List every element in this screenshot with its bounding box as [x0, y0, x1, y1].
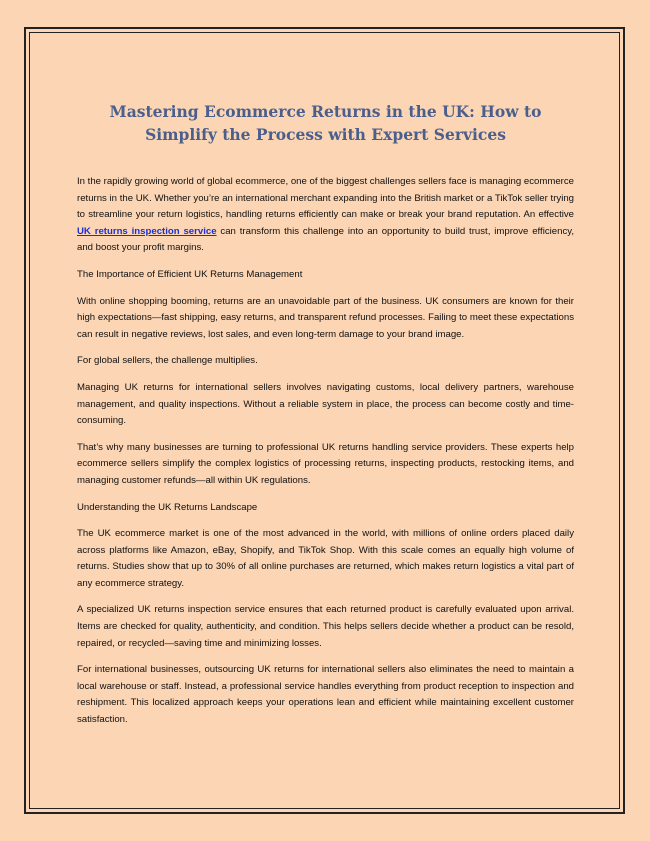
- paragraph-specialized-service: A specialized UK returns inspection service ensures that each returned product is carefully evaluated upon arrival. Items are checked for quality, authenticity, and condition. This helps sellers decide whether a product can be resold, repaired, or recycled—saving time and minimizing losses.: [77, 604, 574, 649]
- paragraph-managing-returns: Managing UK returns for international sellers involves navigating customs, local delivery partners, warehouse management, and quality inspections. Without a reliable system in place, the process can become costly and time-consuming.: [77, 381, 574, 427]
- intro-text-after-link: can transform this challenge into an opportunity to build trust, improve efficiency, and boost your profit margins.: [77, 225, 574, 254]
- paragraph-online-shopping: With online shopping booming, returns are an unavoidable part of the business. UK consumers are known for their high expectations—fast shipping, easy returns, and transparent refund processes. Failing to meet these expectations can result in negative reviews, lost sales, and even long-term damage to your brand image.: [77, 295, 574, 340]
- paragraph-thats-why: That’s why many businesses are turning to professional UK returns handling service providers. These experts help ecommerce sellers simplify the complex logistics of processing returns, inspecting products, restocking items, and managing customer refunds—all within UK regulations.: [77, 441, 574, 486]
- paragraph-uk-market: The UK ecommerce market is one of the most advanced in the world, with millions of online orders placed daily across platforms like Amazon, eBay, Shopify, and TikTok Shop. With this scale comes an equally high volume of returns. Studies show that up to 30% of all online purchases are returned, which makes return logistics a vital part of any ecommerce strategy.: [77, 528, 574, 589]
- uk-returns-inspection-link[interactable]: UK returns inspection service: [77, 225, 217, 237]
- article-body: [77, 100, 574, 739]
- paragraph-international-businesses: For international businesses, outsourcing UK returns for international sellers also eliminates the need to maintain a local warehouse or staff. Instead, a professional service handles everything from product reception to inspection and reshipment. This localized approach keeps your operations lean and efficient while maintaining excellent customer satisfaction.: [77, 664, 574, 726]
- heading-landscape: Understanding the UK Returns Landscape: [77, 501, 258, 513]
- intro-paragraph: [77, 174, 574, 257]
- paragraph-global-sellers: For global sellers, the challenge multiplies.: [77, 355, 258, 367]
- intro-text-before-link: In the rapidly growing world of global ecommerce, one of the biggest challenges sellers face is managing ecommerce returns in the UK. Whether you’re an international merchant expanding into the British market or a TikTok seller trying to streamline your return logistics, handling returns efficiently can make or break your brand reputation. An effective: [77, 176, 575, 221]
- article-title: Mastering Ecommerce Returns in the UK: How to Simplify the Process with Expert Services: [109, 102, 542, 144]
- heading-importance: The Importance of Efficient UK Returns Management: [77, 268, 303, 280]
